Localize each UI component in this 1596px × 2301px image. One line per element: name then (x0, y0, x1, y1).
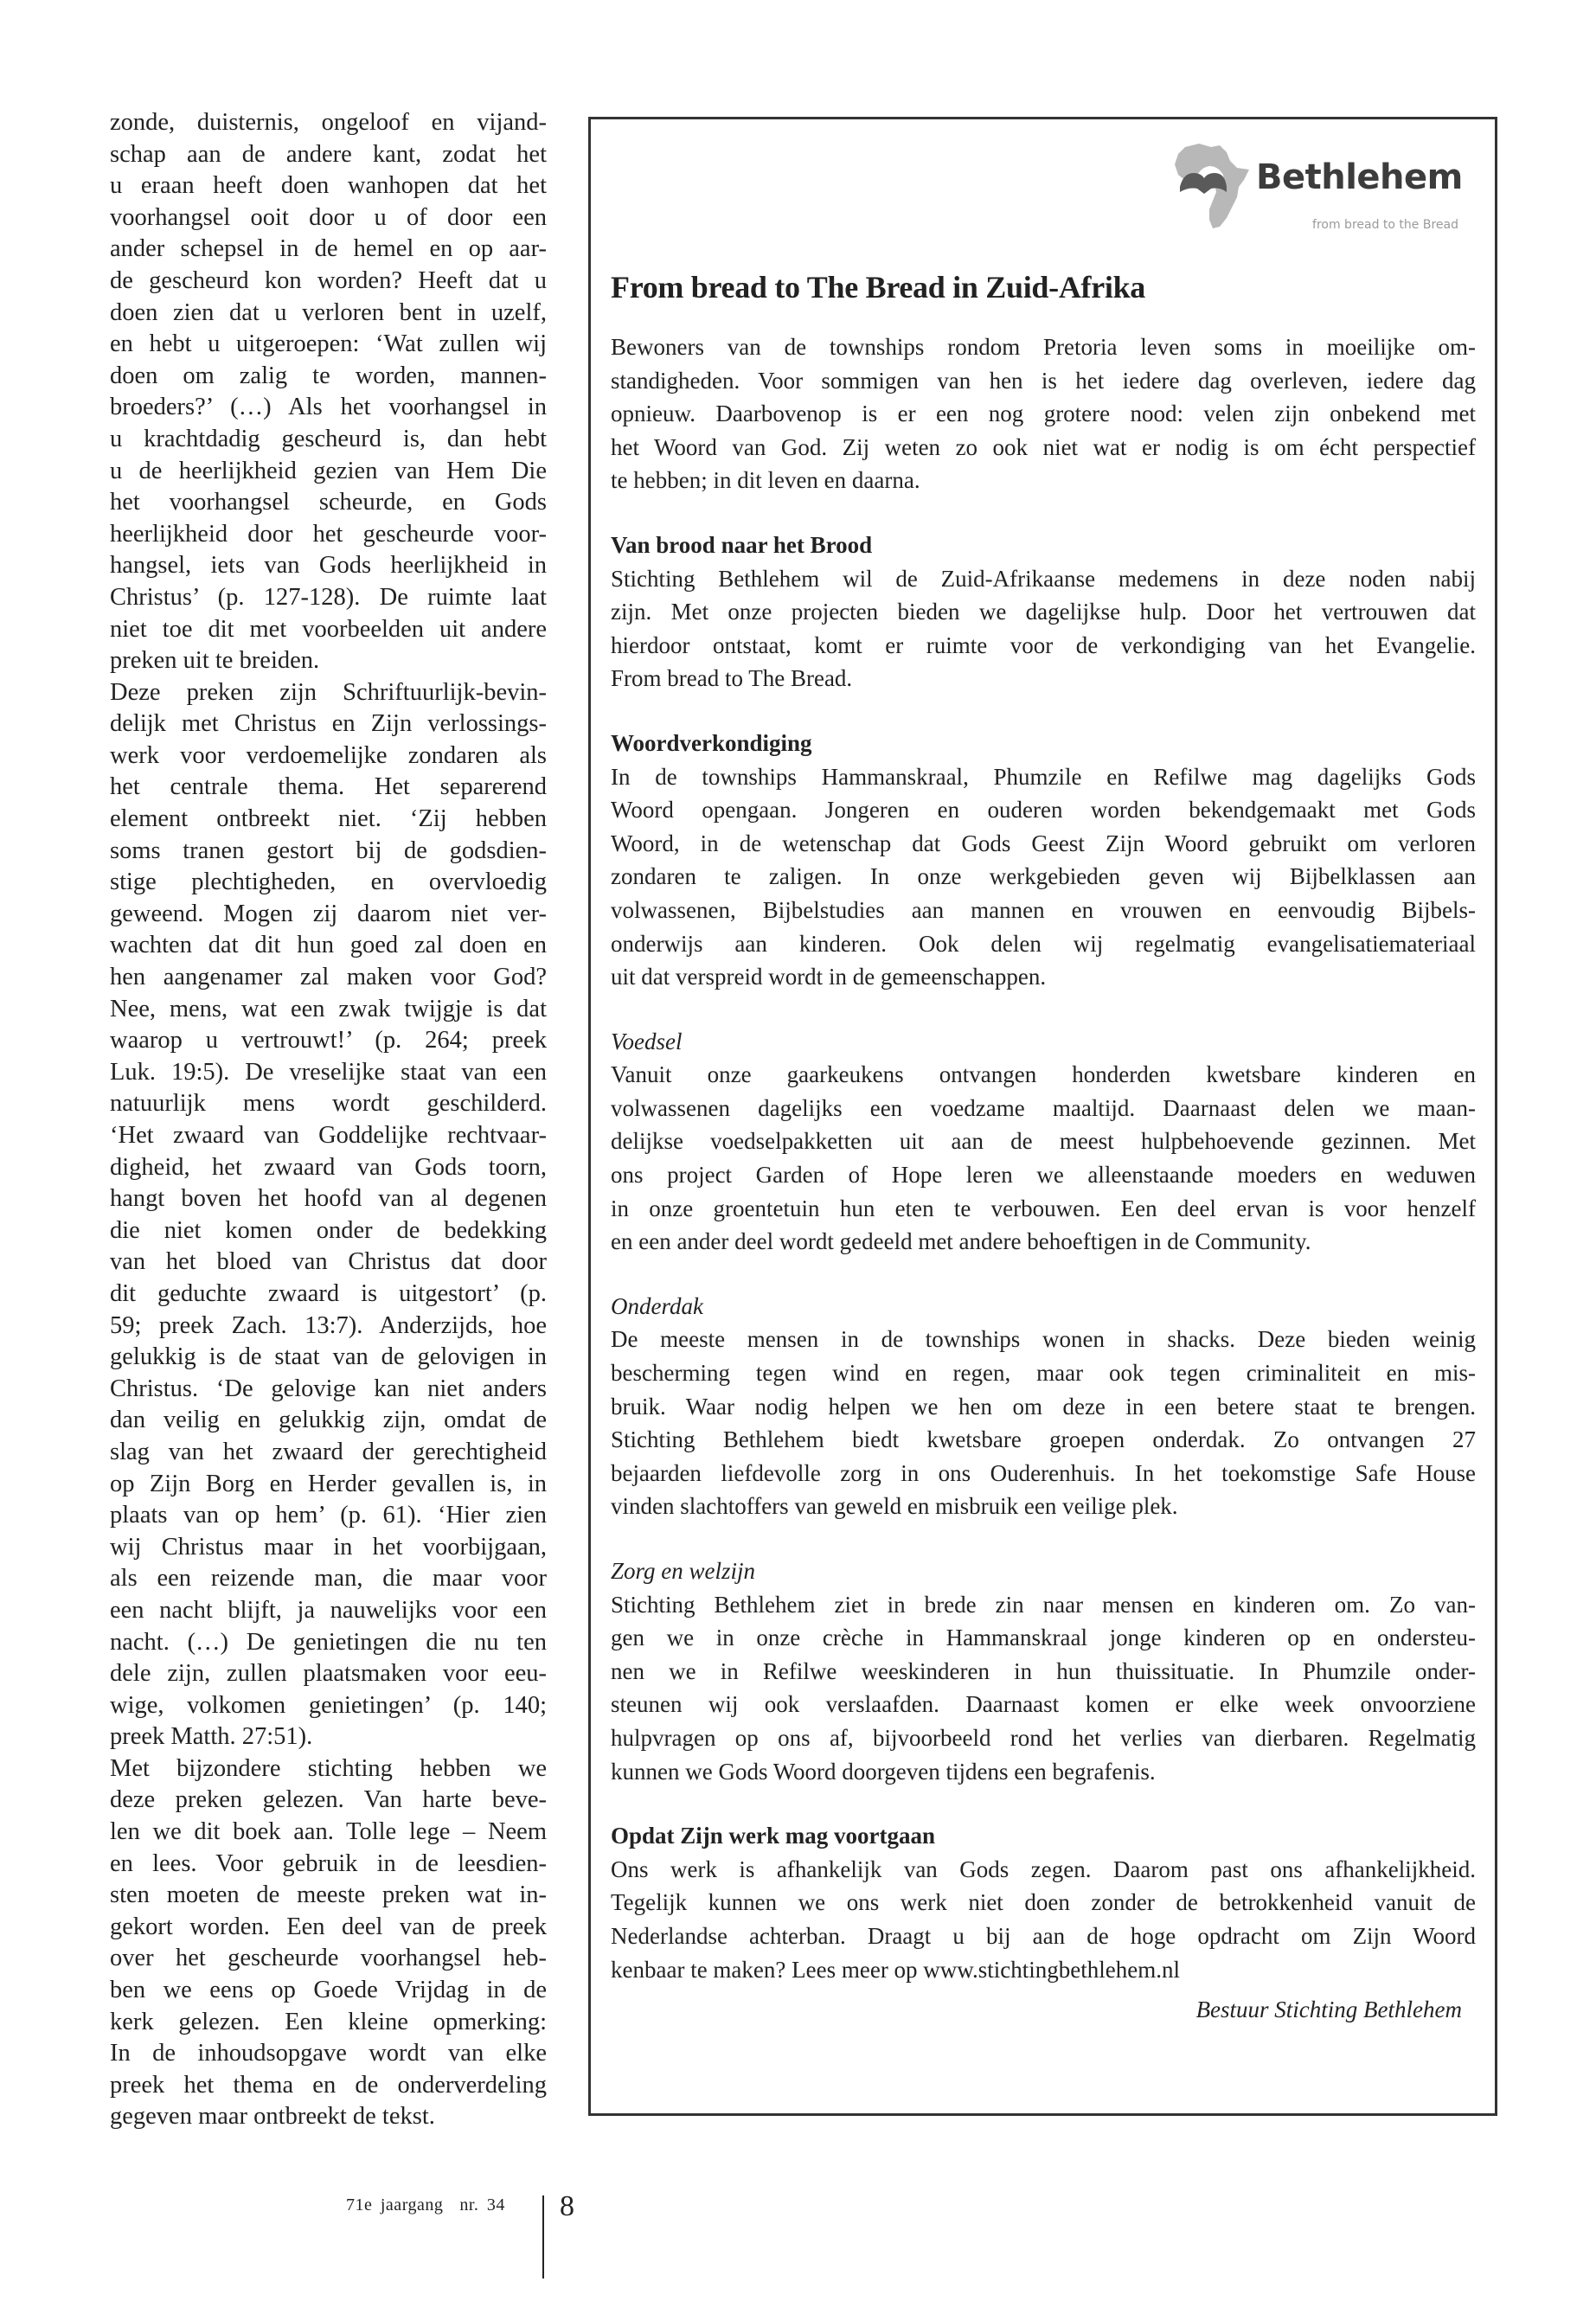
text-line: 59; preek Zach. 13:7). Anderzijds, hoe (110, 1311, 547, 1339)
text-line: vinden slachtoffers van geweld en misbruik een veilige plek. (611, 1493, 1178, 1520)
text-line: dan veilig en gelukkig zijn, omdat de (110, 1407, 547, 1434)
text-line: hen aangenamer zal maken voor God? (110, 964, 547, 991)
text-line: natuurlijk mens wordt geschilderd. (110, 1090, 547, 1118)
text-line: Nederlandse achterban. Draagt u bij aan de hoge opdracht om Zijn Woord (611, 1922, 1476, 1949)
text-line: waarop u vertrouwt!’ (p. 264; preek (110, 1027, 547, 1054)
text-line: sten moeten de meeste preken wat in- (110, 1881, 547, 1909)
text-line: preek het thema en de onderverdeling (110, 2071, 547, 2099)
text-line: doen om zalig te worden, mannen- (110, 362, 547, 389)
advert-section (611, 727, 1476, 994)
text-line: steunen wij ook verslaafden. Daarnaast komen er elke week onvoorziene (611, 1691, 1476, 1718)
text-line: nacht. (…) De genietingen die nu ten (110, 1628, 547, 1656)
text-line: gelukkig is de staat van de gelovigen in (110, 1343, 547, 1371)
text-line: Woord opengaan. Jongeren en ouderen worden bekendgemaakt met Gods (611, 797, 1476, 824)
text-line: gegeven maar ontbreekt de tekst. (110, 2103, 435, 2131)
text-line: voorhangsel ooit door u of door een (110, 203, 547, 231)
text-line: gen we in onze crèche in Hammanskraal jonge kinderen op en ondersteu- (611, 1625, 1476, 1651)
logo-tagline: from bread to the Bread (1312, 218, 1458, 232)
logo-wordmark: Bethlehem (1256, 157, 1463, 197)
text-line: u eraan heeft doen wanhopen dat het (110, 172, 547, 200)
page-number: 8 (560, 2190, 574, 2222)
text-line: ‘Het zwaard van Goddelijke rechtvaar- (110, 1122, 547, 1149)
text-line: u de heerlijkheid gezien van Hem Die (110, 457, 547, 484)
text-line: bruik. Waar nodig helpen we hen om deze in een betere staat te brengen. (611, 1393, 1476, 1420)
text-line: delijkse voedselpakketten uit aan de meest hulpbehoevende gezinnen. Met (611, 1128, 1476, 1155)
text-line: heerlijkheid door het gescheurde voor- (110, 520, 547, 548)
advert-section (611, 1025, 1476, 1259)
text-line: len we dit boek aan. Tolle lege – Neem (110, 1818, 547, 1846)
text-line: deze preken gelezen. Van harte beve- (110, 1786, 547, 1814)
text-line: de gescheurd kon worden? Heeft dat u (110, 266, 547, 294)
section-heading: Onderdak (611, 1292, 703, 1319)
text-line: Stichting Bethlehem biedt kwetsbare groepen onderdak. Zo ontvangen 27 (611, 1426, 1476, 1453)
text-line: ander schepsel in de hemel en op aar- (110, 235, 547, 263)
text-line: niet toe dit met voorbeelden uit andere (110, 615, 547, 643)
text-line: gekort worden. Een deel van de preek (110, 1913, 547, 1940)
text-line: standigheden. Voor sommigen van hen is het iedere dag overleven, iedere dag (611, 367, 1476, 394)
text-line: hierdoor ontstaat, komt er ruimte voor de verkondiging van het Evangelie. (611, 631, 1476, 658)
text-line: zonde, duisternis, ongeloof en vijand- (110, 109, 547, 136)
text-line: wij Christus maar in het voorbijgaan, (110, 1533, 547, 1561)
text-line: geweend. Mogen zij daarom niet ver- (110, 900, 547, 927)
text-line: Tegelijk kunnen we ons werk niet doen zonder de betrokkenheid vanuit de (611, 1889, 1476, 1916)
text-line: preek Matth. 27:51). (110, 1723, 313, 1751)
advert-title: From bread to The Bread in Zuid-Afrika (611, 270, 1146, 304)
text-line: Ons werk is afhankelijk van Gods zegen. Daarom past ons afhankelijkheid. (611, 1856, 1476, 1882)
text-line: soms tranen gestort bij de godsdien- (110, 836, 547, 864)
advert-section (611, 1554, 1476, 1788)
text-line: zijn. Met onze projecten bieden we dagelijkse hulp. Door het vertrouwen dat (611, 599, 1476, 625)
text-line: Deze preken zijn Schriftuurlijk-bevin- (110, 678, 547, 706)
text-line: hangsel, iets van Gods heerlijkheid in (110, 552, 547, 580)
footer-divider (542, 2195, 544, 2279)
text-line: als een reizende man, die maar voor (110, 1565, 547, 1593)
text-line: dele zijn, zullen plaatsmaken voor eeu- (110, 1660, 547, 1688)
text-line: nen we in Refilwe weeskinderen in hun thuissituatie. In Phumzile onder- (611, 1657, 1476, 1684)
text-line: digheid, het zwaard van Gods toorn, (110, 1153, 547, 1181)
text-line: Nee, mens, wat een zwak twijgje is dat (110, 995, 547, 1022)
section-heading: Opdat Zijn werk mag voortgaan (611, 1823, 936, 1849)
text-line: From bread to The Bread. (611, 665, 853, 692)
text-line: preken uit te breiden. (110, 647, 320, 675)
advert-section (611, 1819, 1476, 1986)
text-line: ben we eens op Goede Vrijdag in de (110, 1977, 547, 2004)
text-line: te hebben; in dit leven en daarna. (611, 467, 920, 494)
advert-intro (611, 330, 1476, 497)
text-line: In de inhoudsopgave wordt van elke (110, 2040, 547, 2067)
text-line: zondaren te zaligen. In onze werkgebieden geven wij Bijbelklassen aan (611, 863, 1476, 890)
text-line: hulpvragen op ons af, bijvoorbeeld rond het verlies van dierbaren. Regelmatig (611, 1724, 1476, 1751)
text-line: het Woord van God. Zij weten zo ook niet wat er nodig is om écht perspectief (611, 433, 1476, 460)
text-line: uit dat verspreid wordt in de gemeenschappen. (611, 964, 1047, 990)
text-line: Stichting Bethlehem wil de Zuid-Afrikaanse medemens in deze noden nabij (611, 565, 1476, 592)
text-line: kenbaar te maken? Lees meer op www.stichtingbethlehem.nl (611, 1956, 1181, 1983)
text-line: volwassenen dagelijks een voedzame maaltijd. Daarnaast delen we maan- (611, 1094, 1476, 1121)
text-line: wachten dat dit hun goed zal doen en (110, 932, 547, 959)
advert-content (611, 268, 1476, 1986)
text-line: volwassenen, Bijbelstudies aan mannen en vrouwen en eenvoudig Bijbels- (611, 896, 1476, 923)
text-line: op Zijn Borg en Herder gevallen is, in (110, 1470, 547, 1497)
text-line: Woord, in de wetenschap dat Gods Geest Zijn Woord gebruikt om verloren (611, 830, 1476, 856)
text-line: en lees. Voor gebruik in de leesdien- (110, 1849, 547, 1877)
review-column (110, 107, 547, 2133)
text-line: wige, volkomen genietingen’ (p. 140; (110, 1691, 547, 1719)
text-line: Christus’ (p. 127-128). De ruimte laat (110, 583, 547, 611)
text-line: stige plechtigheden, en overvloedig (110, 868, 547, 896)
text-line: delijk met Christus en Zijn verlossings- (110, 710, 547, 738)
text-line: u krachtdadig gescheurd is, dan hebt (110, 425, 547, 452)
advert-section (611, 1290, 1476, 1523)
text-line: broeders?’ (…) Als het voorhangsel in (110, 394, 547, 421)
text-line: In de townships Hammanskraal, Phumzile en Refilwe mag dagelijks Gods (611, 763, 1476, 790)
text-line: ons project Garden of Hope leren we alleenstaande moeders en weduwen (611, 1162, 1476, 1189)
text-line: van het bloed van Christus dat door (110, 1248, 547, 1276)
section-heading: Voedsel (611, 1028, 683, 1054)
text-line: opnieuw. Daarbovenop is er een nog grotere nood: velen zijn onbekend met (611, 401, 1476, 427)
text-line: De meeste mensen in de townships wonen in shacks. Deze bieden weinig (611, 1326, 1476, 1353)
signature: Bestuur Stichting Bethlehem (1195, 1997, 1462, 2022)
text-line: kerk gelezen. Een kleine opmerking: (110, 2008, 547, 2035)
text-line: Luk. 19:5). De vreselijke staat van een (110, 1058, 547, 1086)
text-line: over het gescheurde voorhangsel heb- (110, 1945, 547, 1972)
text-line: kunnen we Gods Woord doorgeven tijdens een begrafenis. (611, 1758, 1156, 1785)
section-heading: Zorg en welzijn (611, 1558, 756, 1584)
text-line: plaats van op hem’ (p. 61). ‘Hier zien (110, 1502, 547, 1529)
text-line: onderwijs aan kinderen. Ook delen wij regelmatig evangelisatiemateriaal (611, 930, 1476, 957)
text-line: bescherming tegen wind en regen, maar ook tegen criminaliteit en mis- (611, 1360, 1476, 1387)
text-line: slag van het zwaard der gerechtigheid (110, 1438, 547, 1465)
advert-sections (611, 529, 1476, 1986)
text-line: en hebt u uitgeroepen: ‘Wat zullen wij (110, 330, 547, 358)
text-line: element ontbreekt niet. ‘Zij hebben (110, 805, 547, 833)
advert-section (611, 529, 1476, 695)
issue-info: 71e jaargang nr. 34 (346, 2195, 505, 2214)
section-heading: Van brood naar het Brood (611, 531, 873, 558)
text-line: bejaarden liefdevolle zorg in ons Ouderenhuis. In het toekomstige Safe House (611, 1459, 1476, 1486)
text-line: dit geduchte zwaard is uitgestort’ (p. (110, 1279, 547, 1307)
text-line: Christus. ‘De gelovige kan niet anders (110, 1375, 547, 1402)
text-line: Stichting Bethlehem ziet in brede zin naar mensen en kinderen om. Zo van- (611, 1591, 1476, 1618)
bethlehem-advert-box (588, 117, 1497, 2116)
text-line: werk voor verdoemelijke zondaren als (110, 741, 547, 769)
text-line: in onze groentetuin hun eten te verbouwen. Een deel ervan is voor henzelf (611, 1195, 1476, 1221)
text-line: het voorhangsel scheurde, en Gods (110, 489, 547, 516)
text-line: en een ander deel wordt gedeeld met andere behoeftigen in de Community. (611, 1228, 1311, 1255)
africa-bread-icon (1170, 138, 1256, 234)
text-line: hangt boven het hoofd van al degenen (110, 1185, 547, 1213)
text-line: Met bijzondere stichting hebben we (110, 1754, 547, 1782)
text-line: Vanuit onze gaarkeukens ontvangen honderden kwetsbare kinderen en (611, 1061, 1476, 1088)
text-line: Bewoners van de townships rondom Pretoria leven soms in moeilijke om- (611, 334, 1476, 360)
text-line: een nacht blijft, ja nauwelijks voor een (110, 1596, 547, 1624)
text-line: doen zien dat u verloren bent in uzelf, (110, 298, 547, 326)
text-line: het centrale thema. Het separerend (110, 773, 547, 801)
section-heading: Woordverkondiging (611, 729, 812, 756)
bethlehem-logo (1170, 138, 1464, 234)
text-line: schap aan de andere kant, zodat het (110, 140, 547, 168)
text-line: die niet komen onder de bedekking (110, 1216, 547, 1244)
